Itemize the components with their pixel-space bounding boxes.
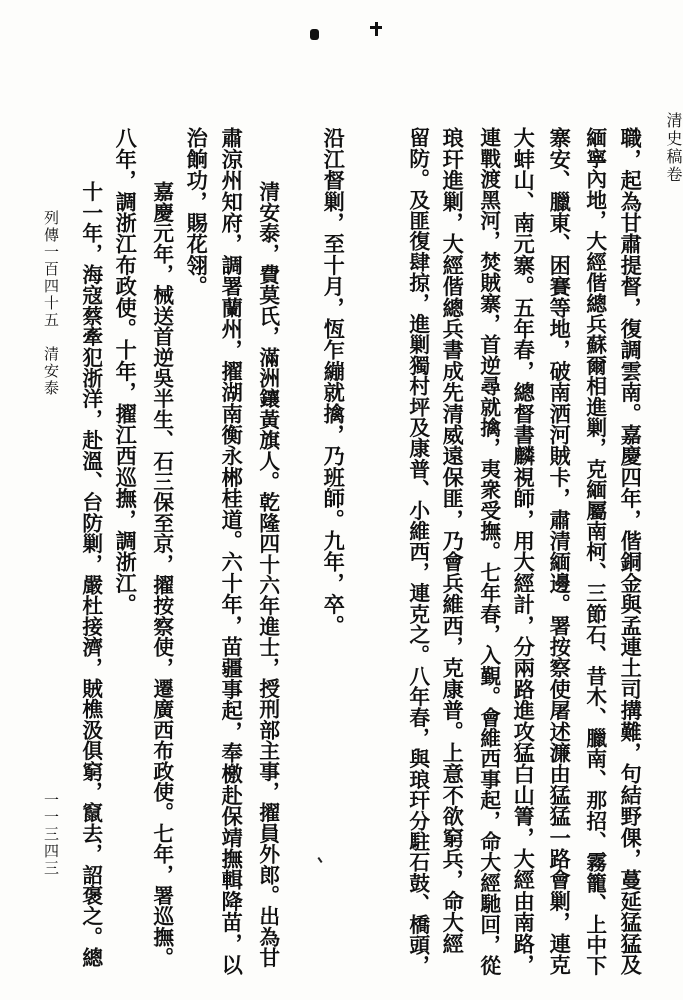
text-column-8: 沿江督剿，至十月，恆乍繃就擒，乃班師。九年，卒。: [321, 127, 347, 636]
header-title: 清史稿卷: [664, 112, 683, 184]
stray-mark: [317, 857, 322, 863]
text-column-1: 職，起為甘肅提督，復調雲南。嘉慶四年，偕銅金與孟連土司搆難，句結野倮，蔓延猛猛及: [618, 127, 644, 975]
text-column-13: 八年，調浙江布政使。十年，擢江西巡撫，調浙江。: [113, 127, 139, 615]
page-number: 一一三四三: [42, 792, 60, 877]
text-column-2: 緬寧內地，大經偕總兵蘇爾相進剿，克緬屬南柯、三節石、昔木、臘南、那招、霧籠、上中下: [582, 127, 607, 976]
text-column-4: 大蚌山、南元寨。五年春，總督書麟視師，用大經計，分兩路進攻猛白山箐，大經由南路，: [511, 127, 537, 975]
text-column-10: 肅涼州知府，調署蘭州，擢湖南衡永郴桂道。六十年，苗疆事起，奉檄赴保靖撫輯降苗，以: [219, 127, 245, 975]
text-column-7: 留防。及匪復肆掠，進剿獨村坪及康普、小維西，連克之。八年春，與琅玕分駐石鼓、橋頭，: [405, 127, 430, 976]
running-header-right: [665, 112, 681, 184]
text-column-5: 連戰渡黑河，焚賊寨，首逆尋就擒，夷衆受撫。七年春，入覲。會維西事起，命大經馳回，從: [476, 127, 501, 976]
running-footer-left: 列傳一百四十五 清安泰: [42, 210, 60, 397]
text-column-6: 琅玕進剿，大經偕總兵書成先清威遠保匪，乃會兵維西，克康普。上意不欲窮兵，命大經: [440, 127, 466, 954]
text-column-12: 嘉慶元年，械送首逆吳半生、石三保至京，擢按察使，遷廣西布政使。七年，署巡撫。: [149, 181, 174, 968]
text-column-11: 治餉功，賜花翎。: [184, 127, 210, 297]
text-column-9: 清安泰，費莫氏，滿洲鑲黃旗人。乾隆四十六年進士，授刑部主事，擢員外郎。出為甘: [255, 181, 280, 968]
text-column-3: 寨安、臘東、困賽等地，破南洒河賊卡，肅清緬邊。署按察使屠述濂由猛猛一路會剿，連克: [547, 127, 573, 975]
text-column-14: 十一年，海寇蔡牽犯浙洋，赴溫、台防剿，嚴杜接濟，賊樵汲俱窮，竄去，詔褒之。總: [78, 181, 103, 968]
